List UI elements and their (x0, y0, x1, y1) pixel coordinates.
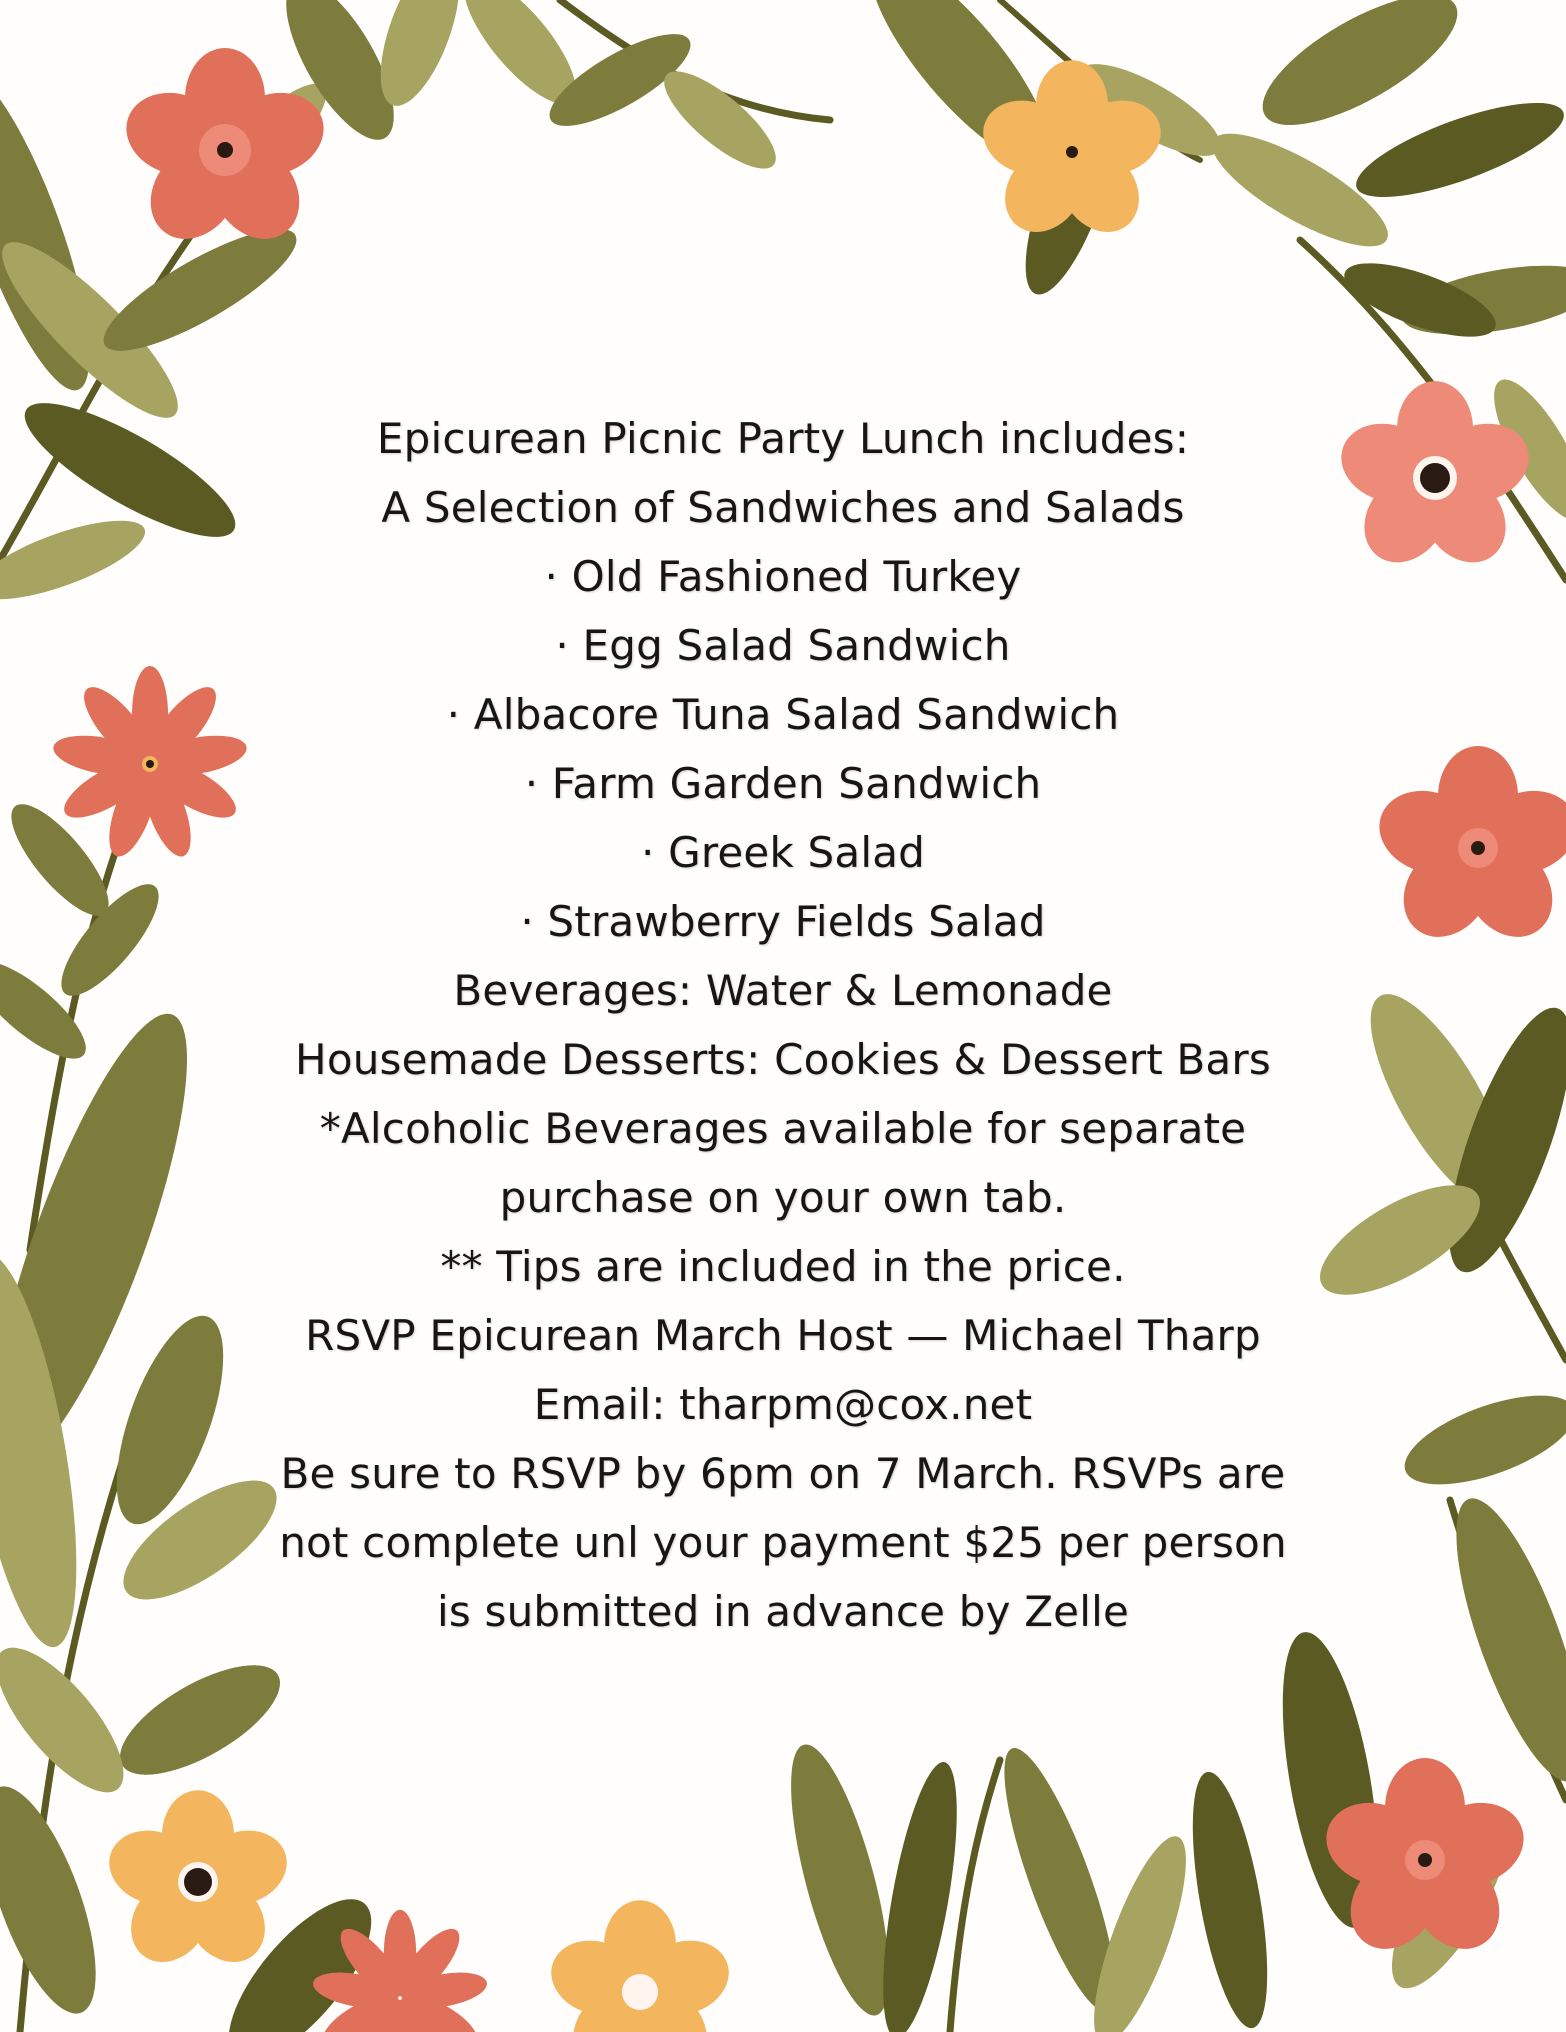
rsvp-deadline: Be sure to RSVP by 6pm on 7 March. RSVPs are (280, 1449, 1286, 1498)
menu-subheading: A Selection of Sandwiches and Salads (381, 483, 1185, 532)
menu-item-strawberry-salad: · Strawberry Fields Salad (520, 897, 1046, 946)
desserts-line: Housemade Desserts: Cookies & Dessert Bars (295, 1035, 1271, 1084)
menu-item-farm-garden: · Farm Garden Sandwich (524, 759, 1042, 808)
menu-item-tuna-salad: · Albacore Tuna Salad Sandwich (446, 690, 1120, 739)
menu-item-egg-salad: · Egg Salad Sandwich (555, 621, 1011, 670)
alcohol-note-cont: purchase on your own tab. (499, 1173, 1067, 1222)
menu-heading: Epicurean Picnic Party Lunch includes: (376, 414, 1190, 463)
rsvp-payment: not complete unl your payment $25 per person (279, 1518, 1287, 1567)
tips-note: ** Tips are included in the price. (440, 1242, 1126, 1291)
menu-item-turkey: · Old Fashioned Turkey (544, 552, 1022, 601)
rsvp-host: RSVP Epicurean March Host — Michael Tharp (305, 1311, 1261, 1360)
alcohol-note: *Alcoholic Beverages available for separate (319, 1104, 1247, 1153)
menu-item-greek-salad: · Greek Salad (640, 828, 925, 877)
rsvp-email: Email: tharpm@cox.net (533, 1380, 1033, 1429)
beverages-line: Beverages: Water & Lemonade (453, 966, 1113, 1015)
rsvp-zelle: is submitted in advance by Zelle (436, 1587, 1130, 1636)
invitation-text (240, 404, 1326, 1646)
